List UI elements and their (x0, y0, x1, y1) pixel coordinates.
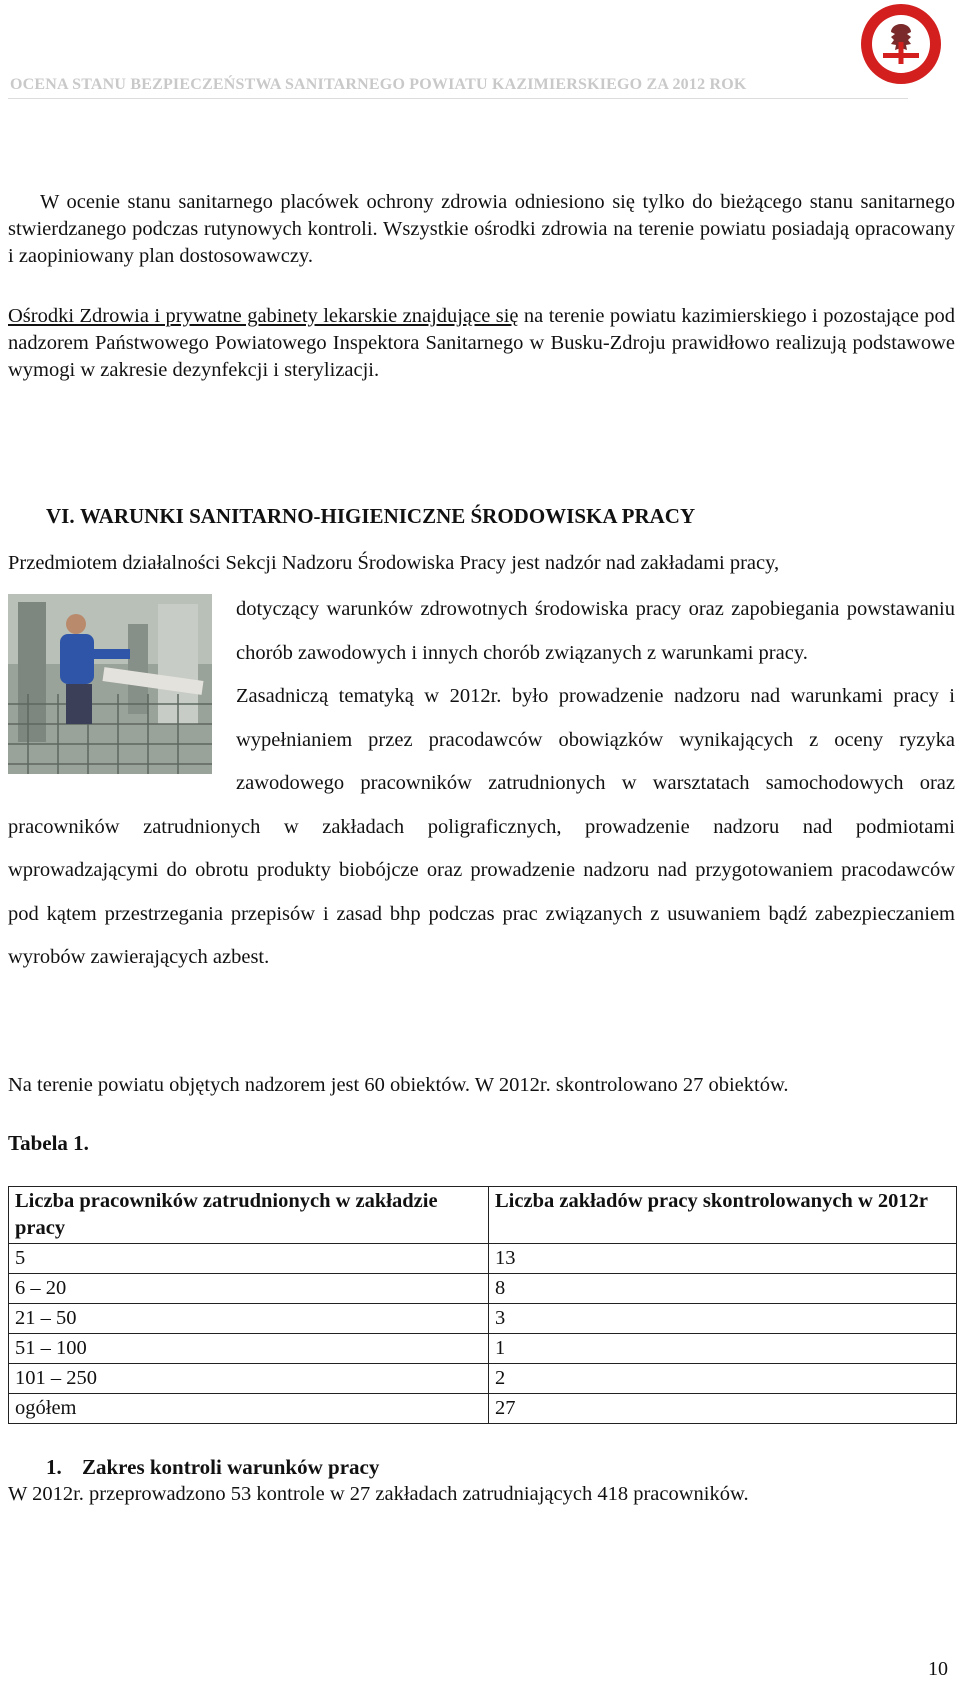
header-divider (8, 98, 908, 99)
subsection-number: 1. (46, 1455, 62, 1479)
page-number: 10 (928, 1658, 948, 1680)
paragraph-scope-intro: Przedmiotem działalności Sekcji Nadzoru Środowiska Pracy jest nadzór nad zakładami pracy, (8, 552, 780, 574)
paragraph-health-facilities: W ocenie stanu sanitarnego placówek ochrony zdrowia odniesiono się tylko do bieżącego stanu sanitarnego stwierdzanego podczas rutynowych kontroli. Wszystkie ośrodki zdrowia na terenie powiatu posiadają opracowany i zaopiniowany plan dostosowawczy. (8, 191, 955, 267)
table-cell: 3 (489, 1304, 957, 1334)
section-heading (46, 504, 695, 529)
paragraph-inspected-objects: Na terenie powiatu objętych nadzorem jest 60 obiektów. W 2012r. skontrolowano 27 obiektów. (8, 1074, 789, 1096)
table-cell: 6 – 20 (9, 1274, 489, 1304)
table-row (9, 1364, 957, 1394)
column-header-employees: Liczba pracowników zatrudnionych w zakładzie pracy (9, 1187, 489, 1244)
paragraph-continuation: na terenie powiatu kazimierskiego i pozostające pod nadzorem Państwowego Powiatowego Inspektora Sanitarnego w Busku-Zdroju prawidłowo realizują podstawowe wymogi w zakresie dezynfekcji i sterylizacji. (8, 305, 955, 381)
table-row (9, 1334, 957, 1364)
table-cell: ogółem (9, 1394, 489, 1424)
subsection-title: Zakres kontroli warunków pracy (82, 1455, 380, 1479)
table-row (9, 1244, 957, 1274)
table-cell: 21 – 50 (9, 1304, 489, 1334)
table-cell: 8 (489, 1274, 957, 1304)
table-cell: 13 (489, 1244, 957, 1274)
underlined-phrase: Ośrodki Zdrowia i prywatne gabinety lekarskie znajdujące się (8, 305, 519, 327)
section-number: VI. (46, 504, 75, 528)
table-cell: 2 (489, 1364, 957, 1394)
running-header: OCENA STANU BEZPIECZEŃSTWA SANITARNEGO POWIATU KAZIMIERSKIEGO ZA 2012 ROK (10, 76, 747, 93)
worker-photo (8, 594, 212, 774)
flow-text-first: dotyczący warunków zdrowotnych środowiska pracy oraz zapobiegania powstawaniu chorób zawodowych i innych chorób związanych z warunkami pracy. (236, 598, 955, 664)
workplaces-table (8, 1186, 957, 1424)
table-label: Tabela 1. (8, 1131, 89, 1155)
table-header-row (9, 1187, 957, 1244)
section-title: WARUNKI SANITARNO-HIGIENICZNE ŚRODOWISKA PRACY (80, 504, 696, 528)
table-row-total (9, 1394, 957, 1424)
flow-text-second: Zasadniczą tematyką w 2012r. było prowadzenie nadzoru nad warunkami pracy i wypełnianiem przez pracodawców obowiązków wynikających z oceny ryzyka zawodowego pracowników zatrudnionych w warsztatach samochodowych oraz pracowników zatrudnionych w zakładach poligraficznych, prowadzenie nadzoru nad podmiotami wprowadzającymi do obrotu produkty biobójcze oraz prowadzenie nadzoru nad przygotowaniem pracodawców pod kątem przestrzegania przepisów i zasad bhp podczas prac związanych z usuwaniem bądź zabezpieczaniem wyrobów zawierających azbest. (8, 685, 955, 968)
table-cell: 5 (9, 1244, 489, 1274)
table-cell: 101 – 250 (9, 1364, 489, 1394)
paragraph-inspections-count: W 2012r. przeprowadzono 53 kontrole w 27 zakładach zatrudniających 418 pracowników. (8, 1483, 749, 1505)
table-row (9, 1304, 957, 1334)
table-row (9, 1274, 957, 1304)
column-header-inspected: Liczba zakładów pracy skontrolowanych w 2012r (489, 1187, 957, 1244)
sanitary-inspection-logo (859, 2, 943, 86)
table-cell: 1 (489, 1334, 957, 1364)
paragraph-disinfection (8, 303, 955, 384)
table-cell: 51 – 100 (9, 1334, 489, 1364)
table-cell: 27 (489, 1394, 957, 1424)
flowing-text-with-photo (8, 588, 955, 980)
subsection-heading (46, 1455, 379, 1480)
